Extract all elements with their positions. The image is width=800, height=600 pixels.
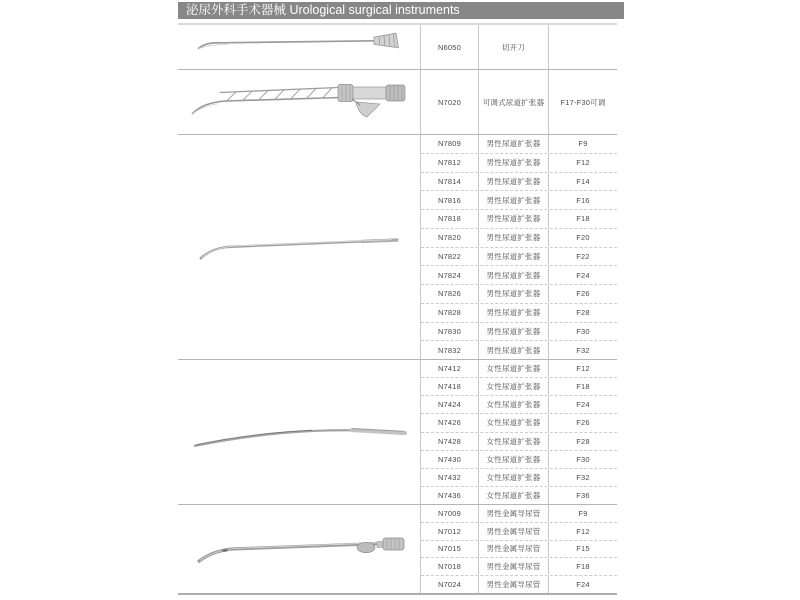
product-size: F18 — [576, 382, 590, 392]
product-description: 女性尿道扩张器 — [479, 378, 549, 395]
product-description: 女性尿道扩张器 — [479, 433, 549, 450]
product-size: F9 — [578, 139, 588, 149]
product-description: 切开刀 — [479, 25, 549, 69]
male-metal-catheter-image — [184, 519, 414, 579]
table-row — [421, 135, 617, 153]
table-row — [421, 395, 617, 413]
female-urethral-dilator-image — [184, 402, 414, 462]
product-description: 女性尿道扩张器 — [479, 414, 549, 431]
product-code: N7809 — [421, 135, 479, 153]
instrument-image-cell — [178, 505, 421, 593]
product-code: N7432 — [421, 469, 479, 486]
table-row — [421, 360, 617, 377]
product-size: F18 — [576, 562, 590, 572]
product-size: F9 — [578, 508, 588, 518]
product-size: F12 — [576, 526, 590, 536]
table-row — [421, 303, 617, 322]
product-description: 男性尿道扩张器 — [479, 266, 549, 284]
product-size: F32 — [576, 472, 590, 482]
product-size: F22 — [576, 251, 590, 261]
table-row — [421, 468, 617, 486]
product-size: F30 — [576, 454, 590, 464]
product-code: N7830 — [421, 323, 479, 341]
product-size: F30 — [576, 326, 590, 336]
product-description: 男性尿道扩张器 — [479, 304, 549, 322]
product-size: F12 — [576, 364, 590, 374]
product-description: 可调式尿道扩张器 — [479, 70, 549, 134]
product-description: 女性尿道扩张器 — [479, 469, 549, 486]
product-code: N7018 — [421, 558, 479, 575]
instrument-image-cell — [178, 25, 421, 69]
table-row — [421, 322, 617, 341]
product-size: F28 — [576, 436, 590, 446]
table-row — [421, 172, 617, 191]
product-code: N7826 — [421, 285, 479, 303]
instrument-image-cell — [178, 70, 421, 134]
catalog-section — [178, 505, 617, 595]
table-row — [421, 209, 617, 228]
product-size: F17-F30可调 — [560, 97, 606, 107]
male-urethral-dilator-image — [184, 219, 414, 275]
product-code: N7428 — [421, 433, 479, 450]
product-description: 男性金属导尿管 — [479, 541, 549, 558]
product-size: F24 — [576, 400, 590, 410]
product-description: 男性尿道扩张器 — [479, 154, 549, 172]
table-row — [421, 505, 617, 522]
product-code: N7418 — [421, 378, 479, 395]
catalog-section — [178, 25, 617, 70]
product-code: N7430 — [421, 451, 479, 468]
table-row — [421, 340, 617, 359]
product-code: N7015 — [421, 541, 479, 558]
product-size: F26 — [576, 289, 590, 299]
incision-knife-image — [184, 26, 414, 68]
product-description: 女性尿道扩张器 — [479, 396, 549, 413]
table-row — [421, 284, 617, 303]
table-row — [421, 486, 617, 504]
product-code: N6050 — [421, 25, 479, 69]
product-description: 男性尿道扩张器 — [479, 323, 549, 341]
table-row — [421, 377, 617, 395]
product-code: N7822 — [421, 248, 479, 266]
product-code: N7012 — [421, 523, 479, 540]
table-row — [421, 70, 617, 134]
product-code: N7424 — [421, 396, 479, 413]
table-row — [421, 450, 617, 468]
product-description: 男性金属导尿管 — [479, 558, 549, 575]
product-code: N7426 — [421, 414, 479, 431]
catalog-section — [178, 70, 617, 135]
product-description: 女性尿道扩张器 — [479, 487, 549, 504]
product-code: N7816 — [421, 191, 479, 209]
table-row — [421, 575, 617, 593]
product-size: F24 — [576, 270, 590, 280]
product-code: N7009 — [421, 505, 479, 522]
product-size: F26 — [576, 418, 590, 428]
product-code: N7812 — [421, 154, 479, 172]
product-description: 男性尿道扩张器 — [479, 191, 549, 209]
catalog-table — [178, 25, 617, 595]
table-row — [421, 153, 617, 172]
product-size: F36 — [576, 490, 590, 500]
catalog-section — [178, 135, 617, 360]
product-description: 男性尿道扩张器 — [479, 285, 549, 303]
product-size: F28 — [576, 308, 590, 318]
product-description: 男性尿道扩张器 — [479, 173, 549, 191]
table-row — [421, 557, 617, 575]
table-row — [421, 265, 617, 284]
table-row — [421, 540, 617, 558]
product-size: F18 — [576, 214, 590, 224]
table-row — [421, 190, 617, 209]
product-size: F24 — [576, 580, 590, 590]
product-code: N7818 — [421, 210, 479, 228]
instrument-image-cell — [178, 360, 421, 504]
product-description: 男性金属导尿管 — [479, 523, 549, 540]
table-row — [421, 413, 617, 431]
product-size — [549, 25, 617, 69]
table-row — [421, 522, 617, 540]
adjustable-urethral-dilator-image — [184, 72, 414, 132]
product-size: F20 — [576, 233, 590, 243]
page-title: 泌尿外科手术器械 Urological surgical instruments — [186, 3, 460, 17]
product-code: N7820 — [421, 229, 479, 247]
product-size: F12 — [576, 158, 590, 168]
product-code: N7832 — [421, 341, 479, 359]
product-description: 男性尿道扩张器 — [479, 135, 549, 153]
product-size: F15 — [576, 544, 590, 554]
table-row — [421, 228, 617, 247]
table-row — [421, 432, 617, 450]
product-description: 女性尿道扩张器 — [479, 451, 549, 468]
product-description: 男性尿道扩张器 — [479, 248, 549, 266]
table-row — [421, 247, 617, 266]
product-size: F16 — [576, 195, 590, 205]
product-description: 女性尿道扩张器 — [479, 360, 549, 377]
table-row — [421, 25, 617, 69]
product-description: 男性金属导尿管 — [479, 505, 549, 522]
product-code: N7828 — [421, 304, 479, 322]
product-description: 男性尿道扩张器 — [479, 341, 549, 359]
product-description: 男性尿道扩张器 — [479, 229, 549, 247]
product-code: N7436 — [421, 487, 479, 504]
product-size: F14 — [576, 176, 590, 186]
product-code: N7020 — [421, 70, 479, 134]
instrument-image-cell — [178, 135, 421, 359]
catalog-section — [178, 360, 617, 505]
page-header — [178, 2, 624, 19]
product-code: N7814 — [421, 173, 479, 191]
product-code: N7412 — [421, 360, 479, 377]
product-size: F32 — [576, 345, 590, 355]
product-code: N7824 — [421, 266, 479, 284]
product-description: 男性金属导尿管 — [479, 576, 549, 593]
product-code: N7024 — [421, 576, 479, 593]
product-description: 男性尿道扩张器 — [479, 210, 549, 228]
